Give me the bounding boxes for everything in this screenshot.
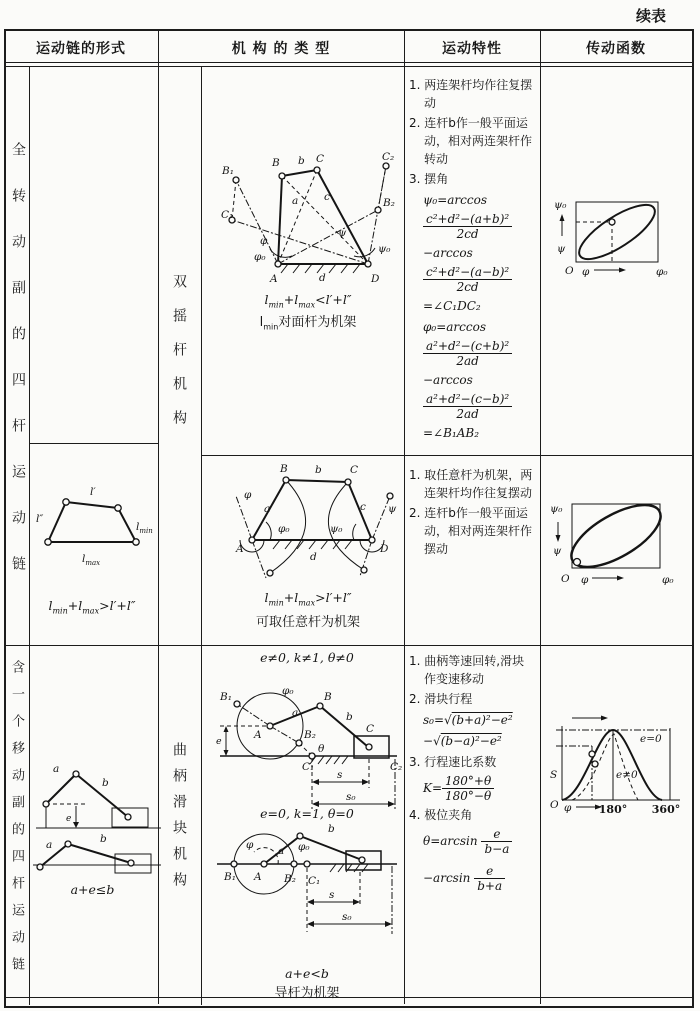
d4-label-phi: φ <box>246 839 254 851</box>
g2-label-psi0: ψ₀ <box>550 503 563 515</box>
d1-caption-formula: $l_{min}+l_{max}<l'+l''$ <box>264 292 352 310</box>
g3-top-arrow <box>601 716 608 721</box>
d1-label-B: B <box>272 157 280 169</box>
crank-slider-diagram-inline <box>212 824 402 954</box>
phi0-eq: =∠B₁AB₂ <box>423 426 480 440</box>
g1-label-O: O <box>565 265 574 277</box>
d1-label-psi0: ψ₀ <box>378 243 391 255</box>
d2-label-B: B <box>280 463 288 475</box>
row-divider-left <box>30 443 158 444</box>
d2-label-psi0: ψ₀ <box>330 523 343 535</box>
d3-label-s: s <box>337 769 343 781</box>
d4-s-arrow-r <box>353 899 360 905</box>
d1-extreme-links <box>232 166 386 264</box>
psi0-frac2: $\frac{\text{c²+d²−(a−b)²}}{2cd}$ <box>423 265 536 294</box>
d2-extension-lines <box>236 496 390 578</box>
d2-ground-hatch <box>273 540 352 549</box>
g3-label-180: 180° <box>598 803 628 816</box>
mech-name-double-rocker: 双摇杆机构 <box>171 274 187 444</box>
chain-group-a-label: 全转动副的四杆运动链 <box>10 142 26 602</box>
d1-label-B1: B₁ <box>222 165 234 177</box>
d4-label-B2: B₂ <box>284 873 296 885</box>
d1-label-C2: C₂ <box>382 151 395 163</box>
d1-label-D: D <box>371 273 380 285</box>
d4-s0-arrow-l <box>307 921 314 927</box>
d3-label-theta: θ <box>318 743 325 755</box>
d4-label-B1: B₁ <box>224 871 236 883</box>
e-dim-arrow <box>73 822 79 828</box>
g1-label-phi: φ <box>582 266 590 278</box>
d4-label-s: s <box>329 889 335 901</box>
s0-line2: −√(b−a)²−e² <box>423 734 502 748</box>
quad-label-l-dblprime: l″ <box>36 513 44 525</box>
g2-curve <box>562 493 670 579</box>
quad-label-l-prime: l′ <box>90 486 96 498</box>
d1-coupler-extremes <box>232 166 386 264</box>
g3-label-phi: φ <box>564 802 572 814</box>
transfer-graph-3 <box>548 712 690 816</box>
g3-label-S: S <box>550 769 558 781</box>
g1-label-phi0: φ₀ <box>656 266 668 278</box>
g2-label-phi: φ <box>581 574 589 586</box>
d2-caption-frame: 可取任意杆为机架 <box>255 615 360 630</box>
d3-condition-header: e≠0, k≠1, θ≠0 <box>260 650 354 665</box>
s0-line1: s₀=√(b+a)²−e² <box>423 713 513 727</box>
quad-label-lmin: $l_{min}$ <box>136 521 153 535</box>
phi0-lead: φ₀=arccos <box>423 320 486 334</box>
d2-label-d: d <box>310 551 317 563</box>
g1-x-arrow <box>619 268 626 273</box>
theta-line2: −arcsin $\frac{e}{b+a}$ <box>423 864 536 893</box>
phi0-mid: −arccos <box>423 373 473 387</box>
label-a-top: a <box>53 763 60 775</box>
d2-label-c: c <box>360 501 366 513</box>
d3-label-C2: C₂ <box>390 761 403 773</box>
crank-slider-diagram-offset <box>212 666 402 816</box>
col3-col4-divider <box>540 29 541 1004</box>
g3-label-ene0: e≠0 <box>616 769 638 781</box>
motion-b-item3: 3. 行程速比系数 <box>409 755 497 769</box>
g2-x-arrow <box>617 576 624 581</box>
d1-bars <box>278 170 368 264</box>
d1-label-phi: φ <box>260 235 268 247</box>
d2-label-phi: φ <box>244 489 252 501</box>
motion-a2-item1: 1. 取任意杆为机架，两连架杆均作往复摆动 <box>409 468 533 500</box>
d1-caption-frame: $l_{min}$对面杆为机架 <box>259 315 357 332</box>
g1-guides <box>576 222 612 262</box>
g3-point-2 <box>592 761 598 767</box>
d1-label-d: d <box>319 272 326 284</box>
label-a-bottom: a <box>46 839 53 851</box>
d2-label-D: D <box>380 543 389 555</box>
d4-label-C1: C₁ <box>308 875 321 887</box>
psi0-lead: ψ₀=arccos <box>423 193 487 207</box>
header-motion: 运动特性 <box>442 41 502 57</box>
theta-line1: θ=arcsin $\frac{e}{b-a}$ <box>423 827 536 856</box>
d3-ground-hatch <box>310 756 348 764</box>
g3-label-360: 360° <box>651 803 681 816</box>
g1-label-psi: ψ <box>557 243 566 255</box>
g2-label-psi: ψ <box>553 545 562 557</box>
d4-label-phi0: φ₀ <box>298 841 310 853</box>
d1-label-b: b <box>298 155 305 167</box>
header-mech-type: 机 构 的 类 型 <box>231 41 331 57</box>
d3-label-a: a <box>292 707 299 719</box>
col2-col3-divider <box>404 29 405 1004</box>
quad-chain-diagram <box>34 478 156 580</box>
g2-label-O: O <box>561 573 570 585</box>
g3-point-1 <box>589 751 595 757</box>
d1-label-a: a <box>292 195 299 207</box>
motion-a1-item1: 1. 两连架杆均作往复摆动 <box>409 78 533 110</box>
d1-label-c: c <box>324 191 330 203</box>
g3-curve-ene0 <box>572 734 638 800</box>
d1-label-A: A <box>270 273 278 285</box>
d3-label-C1: C₁ <box>302 761 315 773</box>
d4-label-a: a <box>278 845 285 857</box>
header-bottom-line-1 <box>4 62 692 63</box>
label-e: e <box>66 814 72 824</box>
d4-label-A: A <box>254 871 262 883</box>
d2-joints <box>249 477 393 576</box>
slider-bottom-links <box>40 844 131 867</box>
label-b-bottom: b <box>100 833 107 845</box>
d4-caption-frame: 导杆为机架 <box>274 986 340 1001</box>
d1-label-phi0: φ₀ <box>254 251 266 263</box>
mech-name-crank-slider: 曲柄滑块机构 <box>171 742 187 898</box>
d1-label-psi: ψ <box>338 227 347 239</box>
psi0-mid: −arccos <box>423 246 473 260</box>
mech-name-divider <box>201 67 202 1005</box>
slider-top-links <box>46 774 128 817</box>
slider-chain-caption: a+e≤b <box>70 882 115 897</box>
d2-caption-formula: $l_{min}+l_{max}>l'+l''$ <box>264 590 352 608</box>
d3-s-arrow-r <box>362 779 369 785</box>
slider-chain-diagram <box>28 758 163 880</box>
d3-label-C: C <box>366 723 375 735</box>
motion-b-item2: 2. 滑块行程 <box>409 692 473 706</box>
g1-frame <box>576 202 658 262</box>
g3-label-O: O <box>550 799 559 811</box>
quad-bars <box>48 502 136 542</box>
header-chain-form: 运动链的形式 <box>36 41 126 57</box>
d4-label-b: b <box>328 823 335 835</box>
d3-label-e: e <box>216 736 222 747</box>
d2-label-b: b <box>315 464 322 476</box>
double-rocker-diagram-2 <box>222 460 397 582</box>
g3-label-e0: e=0 <box>640 733 662 745</box>
g1-y-arrow <box>560 214 565 221</box>
d3-label-B2: B₂ <box>304 729 316 741</box>
group-divider <box>4 645 692 646</box>
d3-mid-caption: e=0, k=1, θ=0 <box>260 806 354 821</box>
g1-point <box>609 219 615 225</box>
g2-point <box>574 559 581 566</box>
d3-label-B1: B₁ <box>220 691 232 703</box>
phi0-frac1: $\frac{\text{a²+d²−(c+b)²}}{2ad}$ <box>423 339 536 368</box>
header-bottom-line-2 <box>4 66 692 67</box>
K-formula: K= $\frac{180^\circ+\theta}{180^\circ-\theta}$ <box>423 774 536 803</box>
quad-label-lmax: $l_{max}$ <box>82 553 101 567</box>
d2-label-C: C <box>350 464 359 476</box>
transfer-graph-1 <box>552 196 687 284</box>
motion-row-a2 <box>409 464 536 560</box>
g1-curve <box>572 195 662 268</box>
header-trans-fn: 传动函数 <box>586 41 646 57</box>
motion-a1-item3: 3. 摆角 <box>409 172 449 186</box>
motion-row-a1 <box>409 74 536 445</box>
d3-label-A: A <box>254 729 262 741</box>
d3-e-arrow-top <box>224 726 229 732</box>
d3-label-B: B <box>324 691 332 703</box>
d1-label-B2: B₂ <box>383 197 395 209</box>
d2-label-a: a <box>264 503 271 515</box>
motion-a1-item2: 2. 连杆b作一般平面运动，相对两连架杆作转动 <box>409 116 533 166</box>
psi0-frac1: $\frac{\text{c²+d²−(a+b)²}}{2cd}$ <box>423 212 536 241</box>
g1-label-psi0: ψ₀ <box>554 199 567 211</box>
d2-label-A: A <box>236 543 244 555</box>
label-b-top: b <box>102 777 109 789</box>
double-rocker-diagram-1 <box>220 146 395 288</box>
g2-y-arrow <box>556 535 561 542</box>
row-divider-main <box>201 455 692 456</box>
d2-label-phi0: φ₀ <box>278 523 290 535</box>
g2-label-phi0: φ₀ <box>662 574 674 586</box>
transfer-graph-2 <box>550 496 690 594</box>
d4-s-arrow-l <box>307 899 314 905</box>
d1-label-C1: C₁ <box>221 209 234 221</box>
d4-s0-arrow-r <box>385 921 392 927</box>
d3-label-b: b <box>346 711 353 723</box>
motion-a2-item2: 2. 连杆b作一般平面运动，相对两连架杆作摆动 <box>409 506 533 556</box>
d2-label-psi: ψ <box>388 503 397 515</box>
d3-s-arrow-l <box>312 779 319 785</box>
d3-label-s0: s₀ <box>346 791 356 803</box>
phi0-frac2: $\frac{\text{a²+d²−(c−b)²}}{2ad}$ <box>423 392 536 421</box>
d4-caption-formula: a+e<b <box>285 966 329 981</box>
d3-e-arrow-bot <box>224 750 229 756</box>
chain-group-b-label: 含一个移动副的四杆运动链 <box>9 660 24 984</box>
d1-label-C: C <box>316 153 325 165</box>
d3-label-phi0: φ₀ <box>282 685 294 697</box>
motion-row-b <box>409 650 536 896</box>
quad-chain-caption: $l_{min}+l_{max}>l'+l''$ <box>48 598 136 616</box>
d4-label-s0: s₀ <box>342 911 352 923</box>
motion-b-item1: 1. 曲柄等速回转,滑块作变速移动 <box>409 654 525 686</box>
motion-b-item4: 4. 极位夹角 <box>409 808 473 822</box>
psi0-eq: =∠C₁DC₂ <box>423 299 481 313</box>
continued-table-label: 续表 <box>636 7 667 25</box>
d4-ground-hatch <box>330 864 368 872</box>
